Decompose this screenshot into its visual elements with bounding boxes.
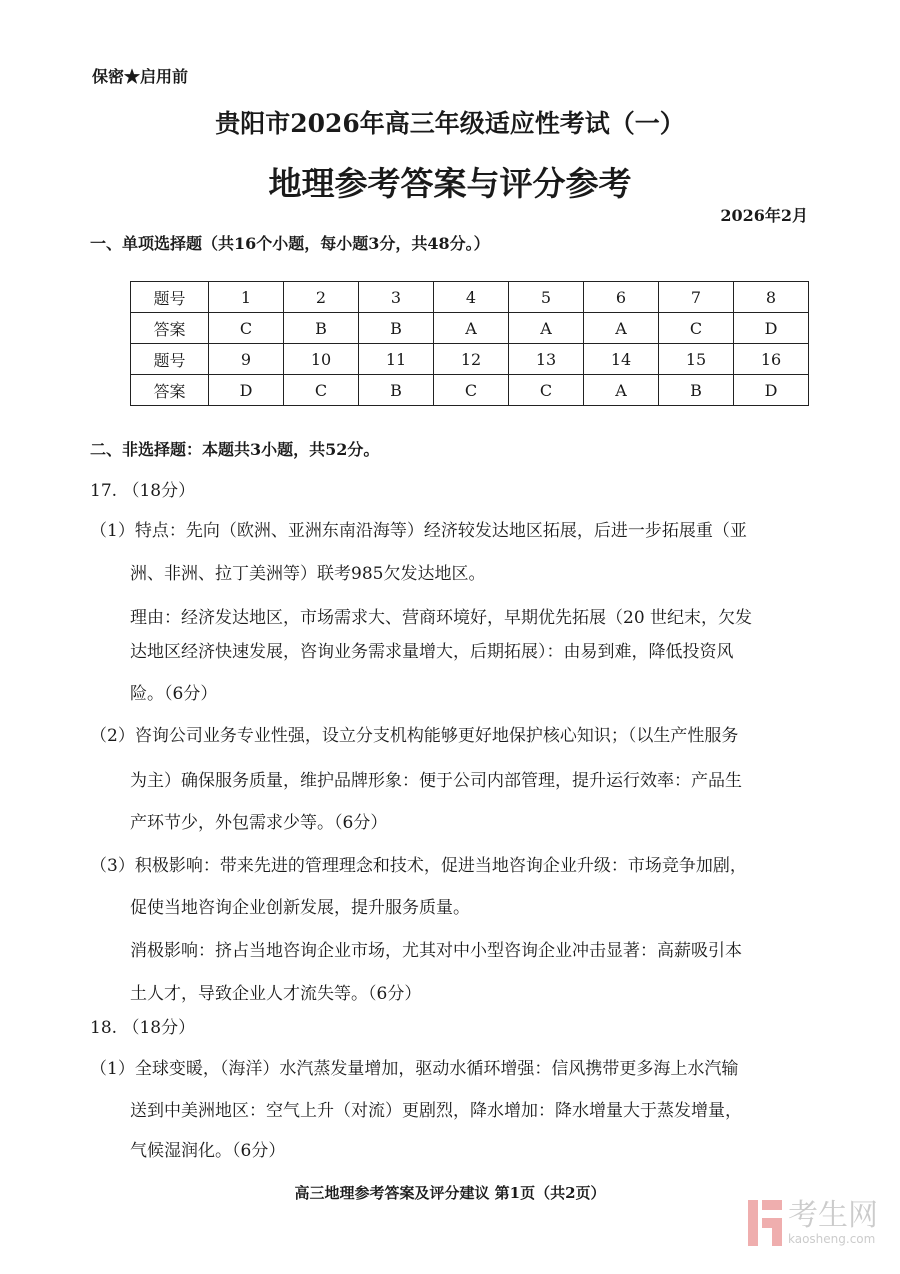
row-header-cell: 题号 <box>131 282 209 313</box>
table-cell: C <box>434 375 509 406</box>
table-cell: D <box>734 313 809 344</box>
answer-line: 气候湿润化。（6分） <box>130 1141 286 1161</box>
table-row <box>131 282 809 313</box>
table-cell: A <box>584 313 659 344</box>
answer-line: （1）特点：先向（欧洲、亚洲东南沿海等）经济较发达地区拓展，后进一步拓展重（亚 <box>90 521 747 541</box>
table-cell: 1 <box>209 282 284 313</box>
answer-line: 险。（6分） <box>130 684 218 704</box>
table-cell: 13 <box>509 344 584 375</box>
row-header-cell: 答案 <box>131 375 209 406</box>
answer-line: 理由：经济发达地区，市场需求大、营商环境好，早期优先拓展（20 世纪末，欠发 <box>130 608 753 628</box>
table-cell: B <box>284 313 359 344</box>
exam-title: 贵阳市2026年高三年级适应性考试（一） <box>215 109 685 138</box>
watermark <box>748 1200 878 1246</box>
table-cell: 5 <box>509 282 584 313</box>
watermark-url: kaosheng.com <box>788 1232 876 1246</box>
table-row <box>131 344 809 375</box>
table-cell: 12 <box>434 344 509 375</box>
table-cell: 6 <box>584 282 659 313</box>
table-cell: A <box>509 313 584 344</box>
answer-line: 达地区经济快速发展，咨询业务需求量增大，后期拓展）：由易到难，降低投资风 <box>130 642 734 662</box>
table-cell: D <box>209 375 284 406</box>
section1-heading: 一、单项选择题（共16个小题，每小题3分，共48分。） <box>90 234 490 253</box>
q18-label: 18. （18分） <box>90 1018 196 1038</box>
table-cell: A <box>584 375 659 406</box>
table-cell: D <box>734 375 809 406</box>
table-row <box>131 313 809 344</box>
table-cell: A <box>434 313 509 344</box>
answer-line: （1）全球变暖，（海洋）水汽蒸发量增加，驱动水循环增强：信风携带更多海上水汽输 <box>90 1059 739 1079</box>
answer-line: 产环节少，外包需求少等。（6分） <box>130 813 388 833</box>
table-cell: B <box>359 375 434 406</box>
table-cell: 4 <box>434 282 509 313</box>
answer-line: 洲、非洲、拉丁美洲等）联考985欠发达地区。 <box>130 564 486 584</box>
answer-line: 送到中美洲地区：空气上升（对流）更剧烈，降水增加：降水增量大于蒸发增量， <box>130 1101 742 1121</box>
q17-label: 17. （18分） <box>90 481 196 501</box>
table-cell: C <box>284 375 359 406</box>
confidential-label: 保密★启用前 <box>92 67 189 86</box>
section2-heading: 二、非选择题：本题共3小题，共52分。 <box>90 440 380 459</box>
table-cell: 10 <box>284 344 359 375</box>
table-cell: B <box>359 313 434 344</box>
answer-line: 消极影响：挤占当地咨询企业市场，尤其对中小型咨询企业冲击显著：高薪吸引本 <box>130 941 742 961</box>
table-cell: 2 <box>284 282 359 313</box>
answer-line: 促使当地咨询企业创新发展，提升服务质量。 <box>130 898 470 918</box>
row-header-cell: 答案 <box>131 313 209 344</box>
table-cell: 16 <box>734 344 809 375</box>
table-cell: 3 <box>359 282 434 313</box>
table-cell: 14 <box>584 344 659 375</box>
table-cell: C <box>209 313 284 344</box>
answer-line: 土人才，导致企业人才流失等。（6分） <box>130 984 422 1004</box>
table-cell: 7 <box>659 282 734 313</box>
watermark-text: 考生网 <box>788 1198 878 1233</box>
table-cell: C <box>659 313 734 344</box>
table-cell: 11 <box>359 344 434 375</box>
row-header-cell: 题号 <box>131 344 209 375</box>
table-row <box>131 375 809 406</box>
watermark-logo-icon <box>748 1200 782 1246</box>
table-cell: 8 <box>734 282 809 313</box>
document-date: 2026年2月 <box>720 206 808 225</box>
answer-line: （2）咨询公司业务专业性强，设立分支机构能够更好地保护核心知识；（以生产性服务 <box>90 726 739 746</box>
document-subtitle: 地理参考答案与评分参考 <box>268 164 632 203</box>
table-cell: 9 <box>209 344 284 375</box>
table-cell: 15 <box>659 344 734 375</box>
table-cell: C <box>509 375 584 406</box>
answer-table <box>130 281 809 406</box>
answer-line: 为主）确保服务质量，维护品牌形象：便于公司内部管理，提升运行效率：产品生 <box>130 771 742 791</box>
page-footer: 高三地理参考答案及评分建议 第1页（共2页） <box>294 1184 606 1202</box>
answer-line: （3）积极影响：带来先进的管理理念和技术，促进当地咨询企业升级：市场竞争加剧， <box>90 856 747 876</box>
table-cell: B <box>659 375 734 406</box>
